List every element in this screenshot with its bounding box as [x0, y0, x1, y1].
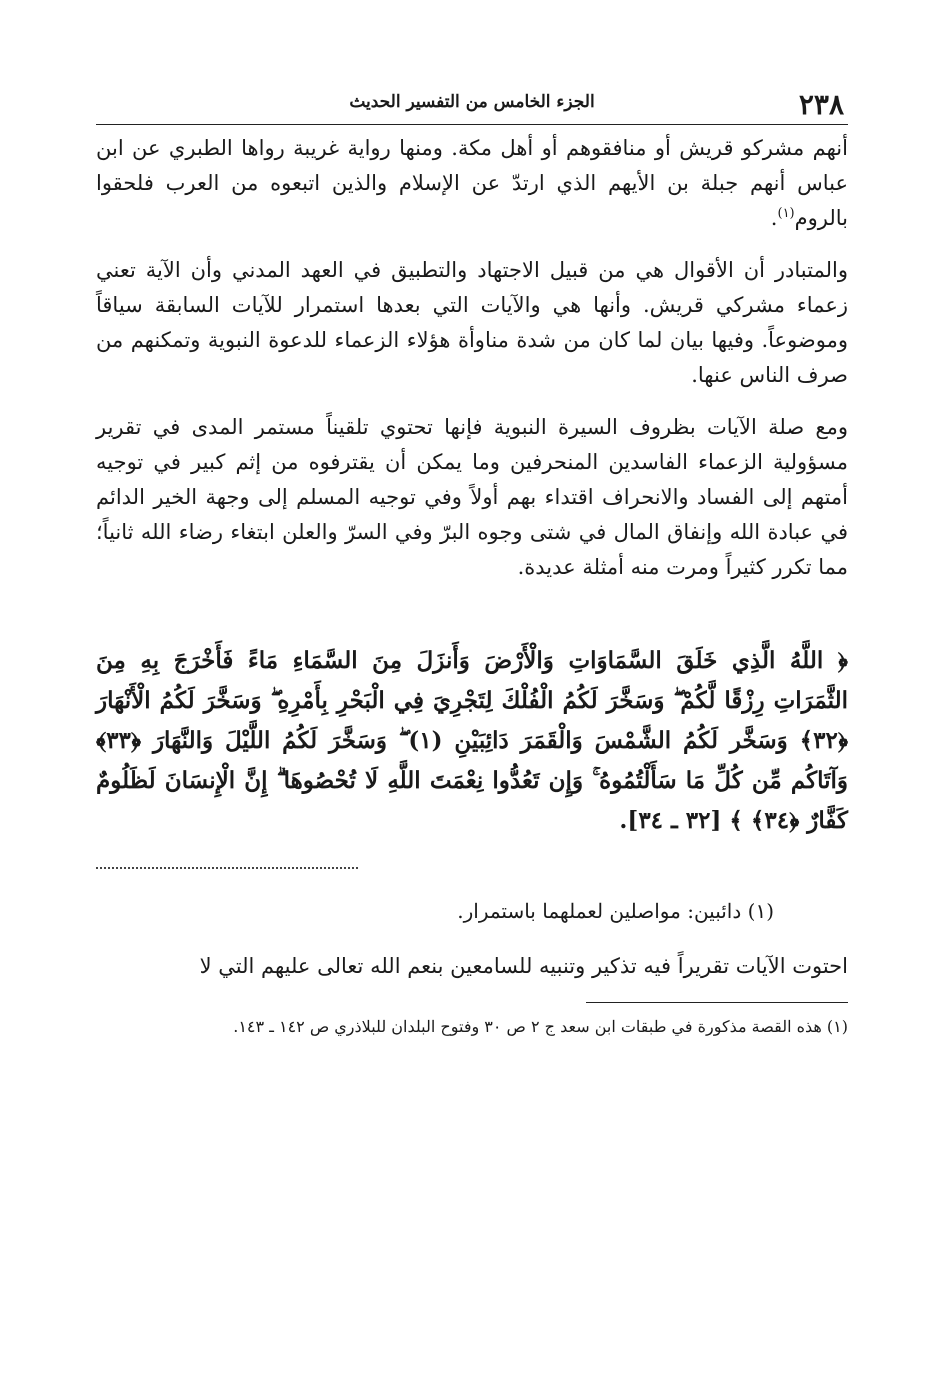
footnote: (١) هذه القصة مذكورة في طبقات ابن سعد ج ٢ ص ٣٠ وفتوح البلدان للبلاذري ص ١٤٢ ـ ١٤٣.	[233, 1017, 848, 1036]
paragraph-end: .	[770, 206, 778, 230]
running-head	[96, 80, 848, 125]
body-paragraph-2: والمتبادر أن الأقوال هي من قبيل الاجتهاد والتطبيق في العهد المدني وأن الآية تعني زعماء مشركي قريش. وأنها هي والآيات التي بعدها استمرار للآيات السابقة سياقاً وموضوعاً. وفيها بيان لما كان من شدة مناوأة هؤلاء الزعماء للدعوة النبوية وتمكنهم من صرف الناس عنها.	[96, 258, 848, 387]
paragraph-text: أنهم مشركو قريش أو منافقوهم أو أهل مكة. ومنها رواية غريبة رواها الطبري عن ابن عباس أنهم جبلة بن الأيهم الذي ارتدّ عن الإسلام والذين اتبعوه من العرب فلحقوا بالروم	[96, 136, 848, 230]
commentary-paragraph: احتوت الآيات تقريراً فيه تذكير وتنبيه للسامعين بنعم الله تعالى عليهم التي لا	[199, 954, 848, 978]
footnote-rule	[586, 1002, 848, 1003]
dotted-separator	[96, 867, 358, 869]
quranic-verse: ﴿ اللَّهُ الَّذِي خَلَقَ السَّمَاوَاتِ وَالْأَرْضَ وَأَنزَلَ مِنَ السَّمَاءِ مَاءً فَأَخْرَجَ بِهِ مِنَ الثَّمَرَاتِ رِزْقًا لَّكُمْ ۖ وَسَخَّرَ لَكُمُ الْفُلْكَ لِتَجْرِيَ فِي الْبَحْرِ بِأَمْرِهِ ۖ وَسَخَّرَ لَكُمُ الْأَنْهَارَ ﴿٣٢﴾ وَسَخَّر لَكُمُ الشَّمْسَ وَالْقَمَرَ دَائِبَيْنِ (١) ۖ وَسَخَّرَ لَكُمُ اللَّيْلَ وَالنَّهَارَ ﴿٣٣﴾ وَآتَاكُم مِّن كُلِّ مَا سَأَلْتُمُوهُ ۚ وَإِن تَعُدُّوا نِعْمَتَ اللَّهِ لَا تُحْصُوهَا ۗ إِنَّ الْإِنسَانَ لَظَلُومٌ كَفَّارٌ ﴿٣٤﴾ ﴾ [٣٢ ـ ٣٤].	[96, 647, 849, 834]
running-head-title: الجزء الخامس من التفسير الحديث	[349, 92, 595, 112]
footnote-reference[interactable]: (١)	[777, 206, 795, 221]
body-paragraph-3: ومع صلة الآيات بظروف السيرة النبوية فإنها تحتوي تلقيناً مستمر المدى في تقرير مسؤولية الزعماء الفاسدين المنحرفين وما يمكن أن يقترفوه من إثم كبير في توجيه أمتهم إلى الفساد والانحراف اقتداء بهم أولاً وفي توجيه المسلم إلى وجهة الخير الدائم في عبادة الله وإنفاق المال في شتى وجوه البرّ وفي السرّ والعلن ابتغاء رضاء الله ثانياً؛ مما تكرر كثيراً ومرت منه أمثلة عديدة.	[96, 415, 848, 579]
body-paragraph-1	[96, 131, 848, 236]
page-number: ٢٣٨	[798, 88, 844, 121]
book-page	[96, 80, 848, 1057]
verse-glossary-note: (١) دائبين: مواصلين لعملهما باستمرار.	[457, 899, 774, 923]
